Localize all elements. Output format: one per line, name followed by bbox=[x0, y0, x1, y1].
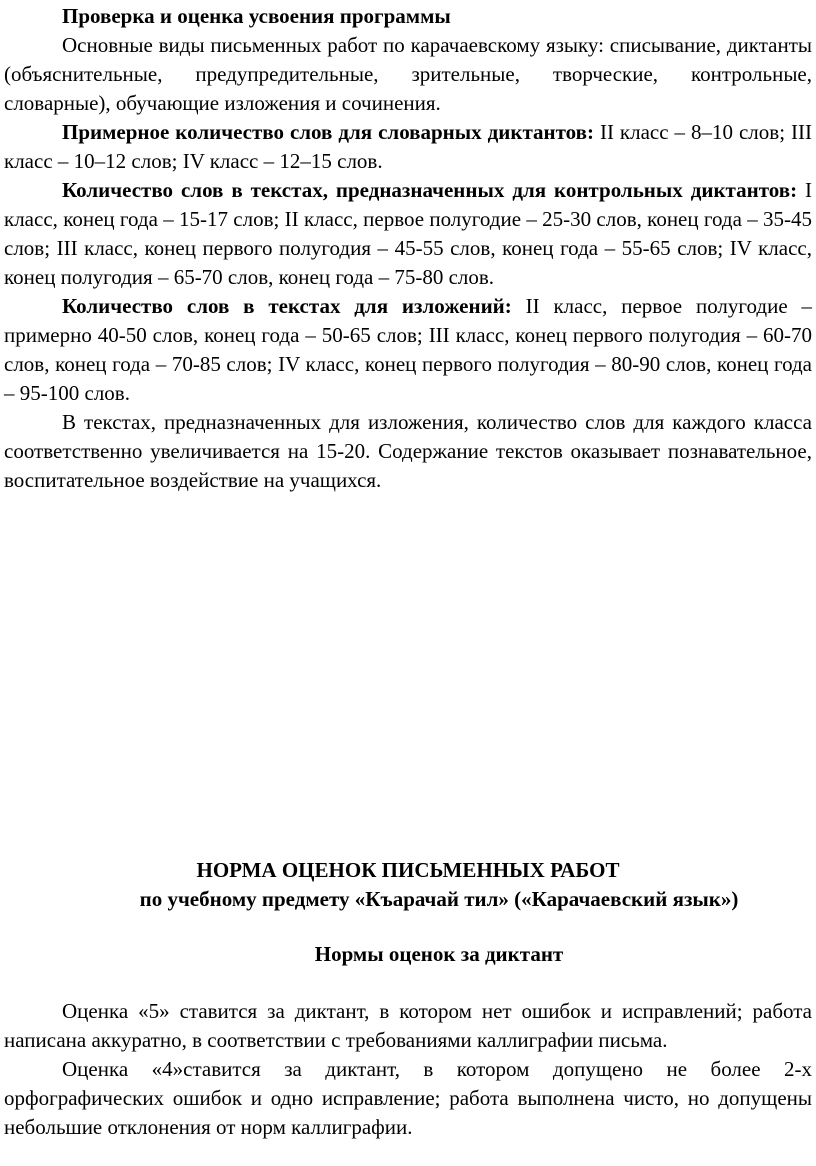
dictation-norms-heading: Нормы оценок за диктант bbox=[314, 942, 564, 966]
presentation-paragraph bbox=[0, 292, 816, 408]
presentation-label: Количество слов в текстах для изложений: bbox=[62, 294, 512, 318]
presentation-text: II класс, первое полугодие – примерно 40-50 слов, конец года – 50-65 слов; III класс, конец первого полугодия – 60-70 слов, конец года – 70-85 слов; IV класс, конец первого полугодия – 80-90 слов, конец года – 95-100 слов. bbox=[4, 294, 812, 405]
control-dictation-text: I класс, конец года – 15-17 слов; II класс, первое полугодие – 25-30 слов, конец года – 35-45 слов; III класс, конец первого полугодия – 45-55 слов, конец года – 55-65 слов; IV класс, конец полугодия – 65-70 слов, конец года – 75-80 слов. bbox=[4, 178, 813, 289]
grading-norms-section bbox=[0, 856, 816, 1142]
norms-title: НОРМА ОЦЕНОК ПИСЬМЕННЫХ РАБОТ bbox=[196, 858, 620, 882]
vocabulary-dictation-paragraph bbox=[0, 118, 816, 176]
control-dictation-label: Количество слов в текстах, предназначенных для контрольных диктантов: bbox=[62, 178, 798, 202]
norms-subtitle: по учебному предмету «Къарачай тил» («Карачаевский язык») bbox=[139, 887, 739, 911]
vocabulary-dictation-label: Примерное количество слов для словарных диктантов: bbox=[62, 120, 594, 144]
vocabulary-dictation-text: II класс – 8–10 слов; III класс – 10–12 слов; IV класс – 12–15 слов. bbox=[4, 120, 812, 173]
written-work-types-paragraph: Основные виды письменных работ по карачаевскому языку: списывание, диктанты (объяснительные, предупредительные, зрительные, творческие, контрольные, словарные), обучающие изложения и сочинения. bbox=[4, 33, 812, 115]
grade-4-paragraph: Оценка «4»ставится за диктант, в котором допущено не более 2-х орфографических ошибок и одно исправление; работа выполнена чисто, но допущены небольшие отклонения от норм каллиграфии. bbox=[4, 1057, 812, 1139]
grade-5-paragraph: Оценка «5» ставится за диктант, в котором нет ошибок и исправлений; работа написана аккуратно, в соответствии с требованиями каллиграфии письма. bbox=[4, 999, 812, 1052]
section-heading: Проверка и оценка усвоения программы bbox=[62, 4, 451, 28]
program-assessment-section bbox=[0, 2, 816, 495]
presentation-texts-paragraph: В текстах, предназначенных для изложения, количество слов для каждого класса соответственно увеличивается на 15-20. Содержание текстов оказывает познавательное, воспитательное воздействие на учащихся. bbox=[4, 410, 812, 492]
control-dictation-paragraph bbox=[0, 176, 816, 292]
